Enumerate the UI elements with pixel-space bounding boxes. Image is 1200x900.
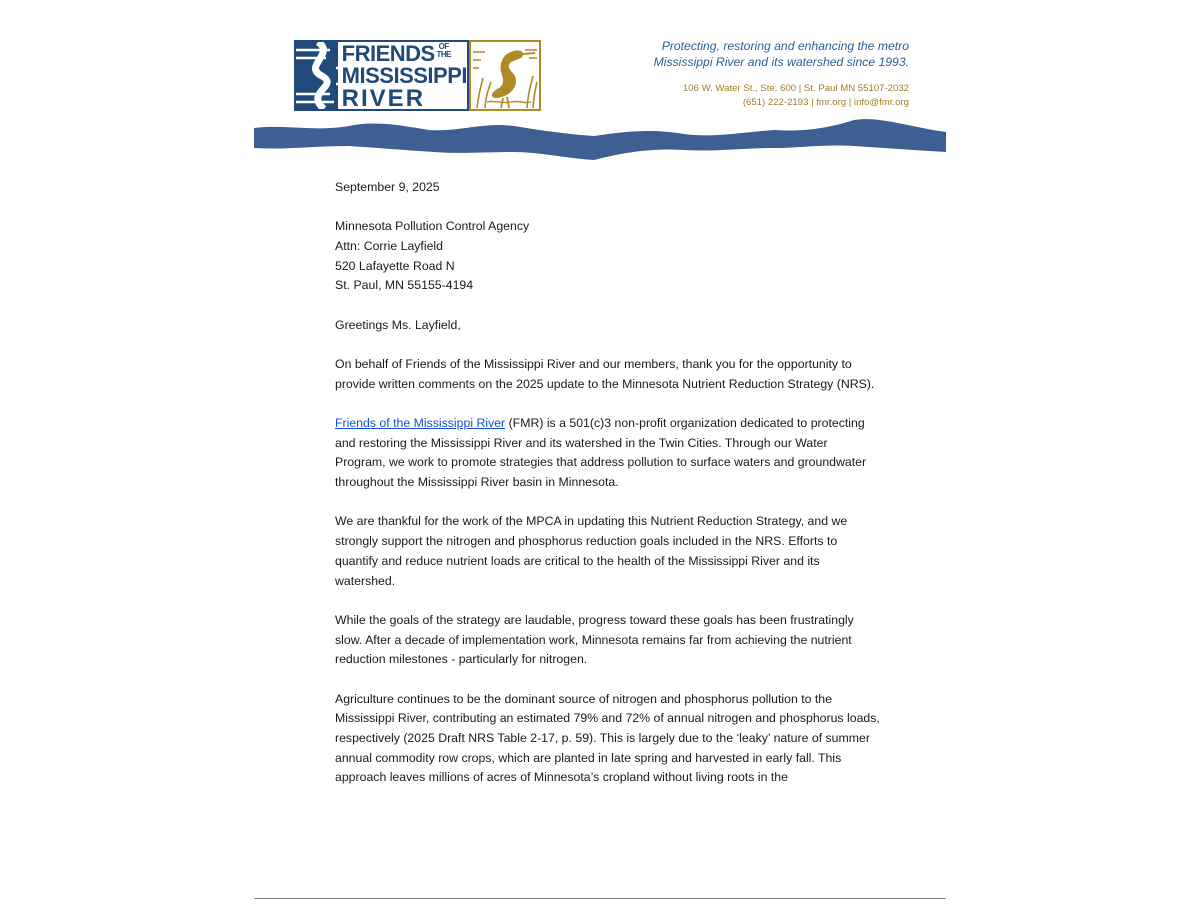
- org-address: [683, 82, 909, 110]
- recipient-address: [335, 217, 880, 296]
- recipient-street: 520 Lafayette Road N: [335, 258, 455, 273]
- paragraph-agriculture: Agriculture continues to be the dominant source of nitrogen and phosphorus pollution to the Mississippi River, contributing an estimated 79% and 72% of annual nitrogen and phosphorus loads, respectively (2025 Draft NRS Table 2-17, p. 59). This is largely due to the ‘leaky’ nature of summer annual commodity row crops, which are planted in late spring and harvested in early fall. This approach leaves millions of acres of Minnesota’s cropland without living roots in the: [335, 691, 880, 785]
- tagline-line-1: Protecting, restoring and enhancing the metro: [661, 39, 909, 53]
- contact-line: (651) 222-2193 | fmr.org | info@fmr.org: [742, 97, 909, 108]
- fmr-logo: [294, 40, 541, 111]
- fmr-link[interactable]: Friends of the Mississippi River: [335, 416, 506, 430]
- paragraph-support: We are thankful for the work of the MPCA in updating this Nutrient Reduction Strategy, and we strongly support the nitrogen and phosphorus reduction goals included in the NRS. Efforts to quantify and reduce nutrient loads are critical to the health of the Mississippi River and its watershed.: [335, 514, 848, 588]
- paragraph-progress: While the goals of the strategy are laudable, progress toward these goals has been frustratingly slow. After a decade of implementation work, Minnesota remains far from achieving the nutrient reduction milestones - particularly for nitrogen.: [335, 612, 854, 667]
- recipient-agency: Minnesota Pollution Control Agency: [335, 219, 530, 234]
- tagline-line-2: Mississippi River and its watershed since 1993.: [653, 55, 909, 69]
- logo-text-river: RIVER: [341, 85, 426, 112]
- recipient-city: St. Paul, MN 55155-4194: [335, 278, 474, 293]
- logo-wordmark: [338, 41, 467, 112]
- heron-icon: [469, 40, 541, 111]
- logo-text-friends: FRIENDS: [341, 41, 435, 66]
- letter-date: September 9, 2025: [335, 180, 440, 194]
- letterhead: [254, 30, 946, 165]
- river-wave-banner: [254, 118, 946, 162]
- logo-wordmark-box: [294, 40, 469, 111]
- tagline: [654, 38, 909, 70]
- letter-body: [335, 178, 880, 808]
- greeting: Greetings Ms. Layfield,: [335, 317, 461, 332]
- paragraph-about-fmr: [335, 414, 880, 493]
- paragraph-intro: On behalf of Friends of the Mississippi River and our members, thank you for the opportunity to provide written comments on the 2025 update to the Minnesota Nutrient Reduction Strategy (NRS).: [335, 357, 875, 391]
- page-bottom-rule: [254, 898, 946, 899]
- address-line-1: 106 W. Water St., Ste. 600 | St. Paul MN 55107-2032: [682, 83, 909, 94]
- logo-text-mississippi: MISSISSIPPI: [341, 63, 467, 88]
- river-icon: [296, 42, 338, 109]
- paragraph-about-fmr-text: (FMR) is a 501(c)3 non-profit organization dedicated to protecting and restoring the Mississippi River and its watershed in the Twin Cities. Through our Water Program, we work to promote strategies that address pollution to surface waters and groundwater throughout the Mississippi River basin in Minnesota.: [335, 416, 867, 490]
- recipient-attn: Attn: Corrie Layfield: [335, 239, 443, 253]
- logo-text-of-the: OF THE: [436, 42, 451, 59]
